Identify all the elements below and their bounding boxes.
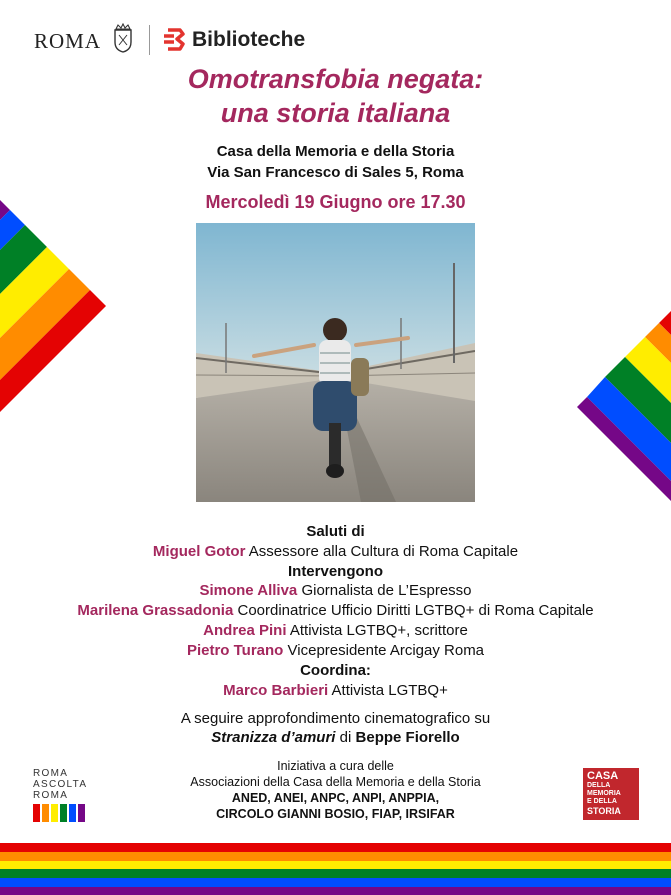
coordinator-row (0, 681, 671, 700)
speaker-row (0, 601, 671, 620)
coordinator-role: Attivista LGTBQ+ (331, 682, 448, 699)
speaker-row (0, 581, 671, 600)
speaker-role: Coordinatrice Ufficio Diritti LGTBQ+ di Roma Capitale (237, 602, 594, 619)
biblioteche-logo-icon (162, 27, 186, 53)
rainbow-stripes-right (575, 305, 671, 505)
speaker-name: Simone Alliva (199, 582, 298, 599)
logo-text: E DELLA (587, 798, 617, 805)
logo-text: CASA (587, 770, 619, 782)
logo-text: ASCOLTA (33, 779, 88, 790)
rainbow-stripes-bottom (0, 843, 671, 895)
intervengono-label: Intervengono (287, 563, 383, 580)
biblioteche-wordmark: Biblioteche (192, 28, 306, 51)
film-by: di (339, 729, 352, 746)
saluti-label: Saluti di (306, 523, 365, 540)
speaker-name: Miguel Gotor (152, 543, 246, 560)
coordinator-name: Marco Barbieri (223, 682, 329, 699)
casa-memoria-logo (583, 768, 639, 820)
roma-crest-icon (112, 23, 134, 53)
rainbow-stripes-left (0, 190, 120, 420)
speaker-role: Assessore alla Cultura di Roma Capitale (248, 543, 519, 560)
venue-address: Via San Francesco di Sales 5, Roma (207, 164, 464, 181)
logo-text: ROMA (33, 768, 69, 779)
speaker-row (0, 621, 671, 640)
footer-line-1: Iniziativa a cura delle (277, 759, 394, 773)
event-date: Mercoledì 19 Giugno ore 17.30 (205, 192, 466, 212)
title-line-2: una storia italiana (220, 98, 451, 128)
title-line-1: Omotransfobia negata: (187, 64, 484, 94)
footer-line-2: Associazioni della Casa della Memoria e della Storia (190, 775, 481, 789)
speaker-name: Andrea Pini (203, 622, 287, 639)
speaker-name: Marilena Grassadonia (77, 602, 234, 619)
film-director: Beppe Fiorello (355, 729, 460, 746)
footer-line-4: CIRCOLO GIANNI BOSIO, FIAP, IRSIFAR (216, 807, 455, 821)
saluti-row (0, 542, 671, 561)
venue-name: Casa della Memoria e della Storia (216, 143, 455, 160)
rainbow-bars-icon (33, 804, 89, 822)
speaker-row (0, 641, 671, 660)
speaker-role: Giornalista de L’Espresso (301, 582, 472, 599)
logo-text: ROMA (33, 790, 69, 801)
roma-wordmark: ROMA (34, 29, 102, 53)
logo-text: MEMORIA (587, 790, 621, 797)
film-row (0, 728, 671, 747)
speaker-role: Attivista LGTBQ+, scrittore (289, 622, 468, 639)
header-divider (149, 25, 150, 55)
film-intro: A seguire approfondimento cinematografico su (180, 710, 491, 727)
film-title: Stranizza d’amuri (211, 729, 336, 746)
footer-line-3: ANED, ANEI, ANPC, ANPI, ANPPIA, (231, 791, 440, 805)
speaker-name: Pietro Turano (186, 642, 284, 659)
event-photo (196, 223, 475, 502)
speaker-role: Vicepresidente Arcigay Roma (287, 642, 485, 659)
coordina-label: Coordina: (300, 662, 371, 679)
roma-ascolta-roma-logo (33, 768, 89, 826)
logo-text: DELLA (587, 782, 611, 789)
logo-text: STORIA (587, 806, 621, 816)
